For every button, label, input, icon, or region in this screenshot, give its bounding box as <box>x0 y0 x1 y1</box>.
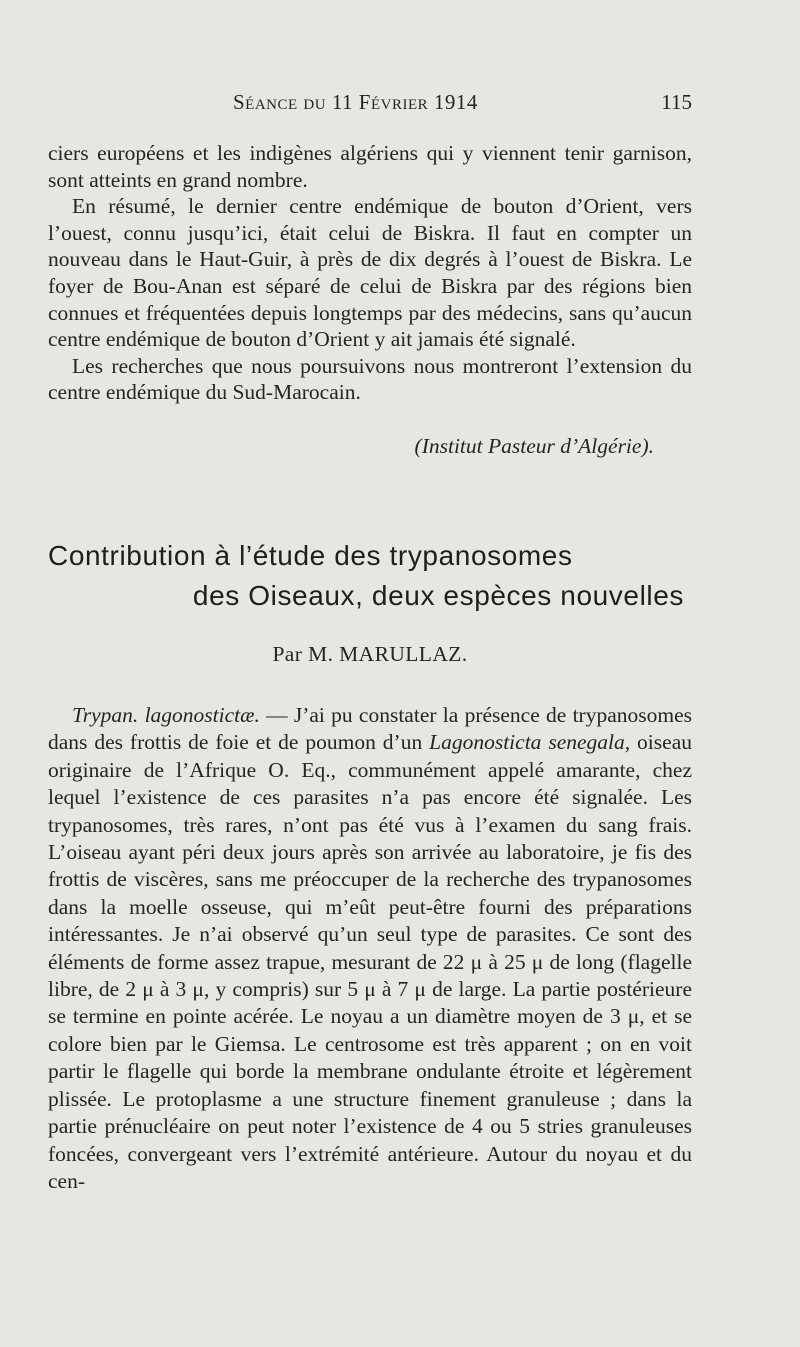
paragraph: Les recherches que nous poursuivons nous montreront l’extension du centre endémique du Sud-Marocain. <box>48 353 692 405</box>
article-body <box>48 702 692 1195</box>
page-number: 115 <box>661 90 692 114</box>
paragraph <box>48 702 692 1195</box>
institution-signature: (Institut Pasteur d’Algérie). <box>414 434 654 458</box>
header-title: Séance du 11 Février 1914 <box>233 90 478 114</box>
body-text: oiseau originaire de l’Afrique O. Eq., communément appelé amarante, chez lequel l’existence de ces parasites n’a pas encore été signalée. Les trypanosomes, très rares, n’ont pas été vus à l’examen du sang frais. L’oiseau ayant péri deux jours après son arrivée au laboratoire, je fis des frottis de viscères, sans me préoccuper de la recherche des trypanosomes dans la moelle osseuse, qui m’eût peut-être fourni des préparations intéressantes. Je n’ai observé qu’un seul type de parasites. Ce sont des éléments de forme assez trapue, mesurant de 22 μ à 25 μ de long (flagelle libre, de 2 μ à 3 μ, y compris) sur 5 μ à 7 μ de large. La partie postérieure se termine en pointe acérée. Le noyau a un diamètre moyen de 3 μ, et se colore bien par le Giemsa. Le centrosome est très apparent ; on en voit partir le flagelle qui borde la membrane ondulante étroite et légèrement plissée. Le protoplasme a une structure finement granuleuse ; dans la partie prénucléaire on peut noter l’existence de 4 ou 5 stries granuleuses foncées, convergeant vers l’extrémité antérieure. Autour du noyau et du cen- <box>48 730 692 1193</box>
running-header <box>48 90 692 118</box>
article-author: Par M. MARULLAZ. <box>272 642 468 666</box>
paragraph: ciers européens et les indigènes algériens qui y viennent tenir garnison, sont atteints en grand nombre. <box>48 141 692 192</box>
species-name: Trypan. lagonostictæ. <box>72 703 260 727</box>
paragraph: En résumé, le dernier centre endémique de bouton d’Orient, vers l’ouest, connu jusqu’ici, était celui de Biskra. Il faut en compter un nouveau dans le Haut-Guir, à près de dix degrés à l’ouest de Biskra. Le foyer de Bou-Anan est séparé de celui de Biskra par des régions bien connues et fréquentées depuis longtemps par des médecins, sans qu’aucun centre endémique de bouton d’Orient y ait jamais été signalé. <box>48 194 692 352</box>
section-continuation <box>48 140 692 406</box>
body-text: — J’ai pu constater la présence de trypanosomes dans des frottis de foie et de poumon d’un <box>48 703 693 755</box>
article-title-line-1: Contribution à l’étude des trypanosomes <box>48 540 573 571</box>
host-species-name: Lagonosticta senegala, <box>429 730 631 755</box>
article-title-line-2: des Oiseaux, deux espèces nouvelles <box>192 580 684 611</box>
